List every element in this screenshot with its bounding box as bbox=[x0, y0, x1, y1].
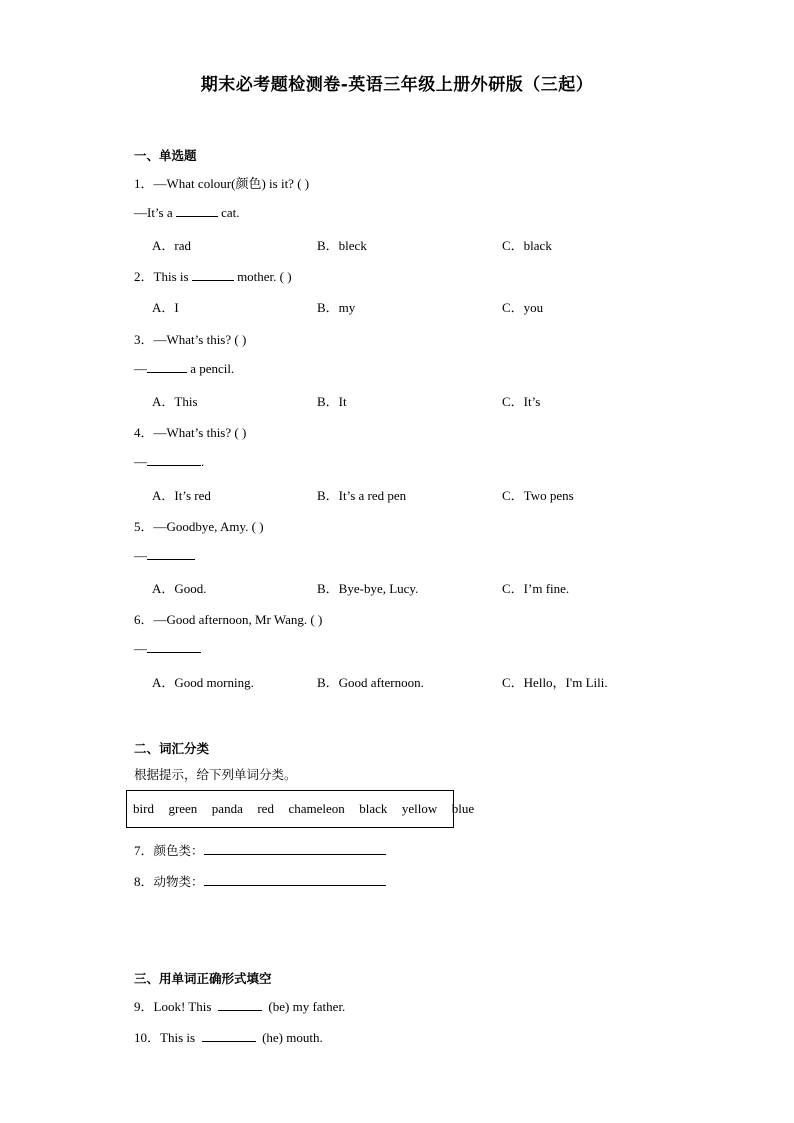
question-text: cat. bbox=[221, 205, 240, 220]
question-4-line-2 bbox=[134, 453, 204, 470]
option-b[interactable]: B．bleck bbox=[317, 238, 367, 253]
option-c[interactable]: C．I’m fine. bbox=[502, 581, 570, 596]
question-number: 9． bbox=[134, 999, 154, 1014]
option-a[interactable]: A．I bbox=[152, 300, 179, 315]
fill-blank[interactable] bbox=[147, 547, 195, 560]
question-4-line-1 bbox=[134, 422, 246, 441]
section-instruction: 根据提示，给下列单词分类。 bbox=[134, 767, 297, 782]
question-text: —What’s this? ( ) bbox=[153, 425, 247, 440]
option-c[interactable]: C．Hello，I'm Lili. bbox=[502, 675, 608, 690]
section-heading-vocabulary: 二、词汇分类 bbox=[134, 741, 210, 756]
question-6-line-1 bbox=[134, 609, 322, 628]
option-c[interactable]: C．black bbox=[502, 238, 552, 253]
question-number: 10． bbox=[134, 1030, 161, 1045]
option-a[interactable]: A．It’s red bbox=[152, 488, 211, 503]
page-title: 期末必考题检测卷-英语三年级上册外研版（三起） bbox=[200, 75, 594, 95]
option-a[interactable]: A．This bbox=[152, 394, 198, 409]
question-7 bbox=[134, 840, 386, 859]
question-1-line-2 bbox=[134, 204, 240, 221]
fill-blank[interactable] bbox=[192, 268, 234, 281]
question-2-line-1 bbox=[134, 266, 292, 285]
fill-blank[interactable] bbox=[202, 1029, 256, 1042]
question-label: 动物类： bbox=[153, 874, 204, 889]
question-number: 3． bbox=[134, 332, 154, 347]
question-number: 5． bbox=[134, 519, 154, 534]
option-b[interactable]: B．Good afternoon. bbox=[317, 675, 424, 690]
question-text: (he) mouth. bbox=[262, 1030, 323, 1045]
fill-blank[interactable] bbox=[147, 640, 201, 653]
answer-paren: ( ) bbox=[297, 176, 310, 191]
question-text: — bbox=[134, 641, 147, 656]
fill-blank[interactable] bbox=[204, 873, 386, 886]
option-c[interactable]: C．you bbox=[502, 300, 544, 315]
question-9 bbox=[134, 996, 345, 1015]
question-number: 6． bbox=[134, 612, 154, 627]
question-10 bbox=[134, 1027, 323, 1046]
option-b[interactable]: B．It bbox=[317, 394, 347, 409]
option-c[interactable]: C．It’s bbox=[502, 394, 541, 409]
question-8 bbox=[134, 871, 386, 890]
question-text: . bbox=[201, 454, 205, 469]
question-label: 颜色类： bbox=[153, 843, 204, 858]
fill-blank[interactable] bbox=[147, 360, 187, 373]
question-text: — bbox=[134, 361, 147, 376]
question-5-line-1 bbox=[134, 516, 264, 535]
question-number: 7． bbox=[134, 843, 154, 858]
question-text: Look! This bbox=[153, 999, 212, 1014]
option-c[interactable]: C．Two pens bbox=[502, 488, 574, 503]
option-b[interactable]: B．It’s a red pen bbox=[317, 488, 407, 503]
option-b[interactable]: B．my bbox=[317, 300, 356, 315]
question-6-line-2 bbox=[134, 640, 201, 657]
question-1-line-1 bbox=[134, 173, 309, 192]
question-number: 1． bbox=[134, 176, 154, 191]
question-3-line-2 bbox=[134, 360, 234, 377]
fill-blank[interactable] bbox=[176, 204, 218, 217]
question-text: This is bbox=[160, 1030, 196, 1045]
word-bank-words: bird green panda red chameleon black yellow blue bbox=[133, 801, 475, 816]
question-text: This is bbox=[153, 269, 189, 284]
question-text: mother. ( ) bbox=[237, 269, 292, 284]
section-heading-fill-in: 三、用单词正确形式填空 bbox=[134, 971, 272, 986]
question-text: — bbox=[134, 548, 147, 563]
question-text: —What colour(颜色) is it? bbox=[153, 176, 294, 191]
question-text: —What’s this? ( ) bbox=[153, 332, 247, 347]
fill-blank[interactable] bbox=[204, 842, 386, 855]
question-text: a pencil. bbox=[190, 361, 235, 376]
question-text: —It’s a bbox=[134, 205, 173, 220]
word-bank-box bbox=[126, 790, 475, 828]
question-5-line-2 bbox=[134, 547, 195, 564]
fill-blank[interactable] bbox=[218, 998, 262, 1011]
question-text: — bbox=[134, 454, 147, 469]
section-heading-single-choice: 一、单选题 bbox=[134, 148, 197, 163]
question-number: 2． bbox=[134, 269, 154, 284]
question-text: —Goodbye, Amy. ( ) bbox=[153, 519, 264, 534]
question-number: 8． bbox=[134, 874, 154, 889]
question-text: (be) my father. bbox=[268, 999, 346, 1014]
option-b[interactable]: B．Bye-bye, Lucy. bbox=[317, 581, 419, 596]
option-a[interactable]: A．Good. bbox=[152, 581, 207, 596]
question-text: —Good afternoon, Mr Wang. ( ) bbox=[153, 612, 323, 627]
option-a[interactable]: A．rad bbox=[152, 238, 191, 253]
fill-blank[interactable] bbox=[147, 453, 201, 466]
question-3-line-1 bbox=[134, 329, 246, 348]
option-a[interactable]: A．Good morning. bbox=[152, 675, 254, 690]
question-number: 4． bbox=[134, 425, 154, 440]
